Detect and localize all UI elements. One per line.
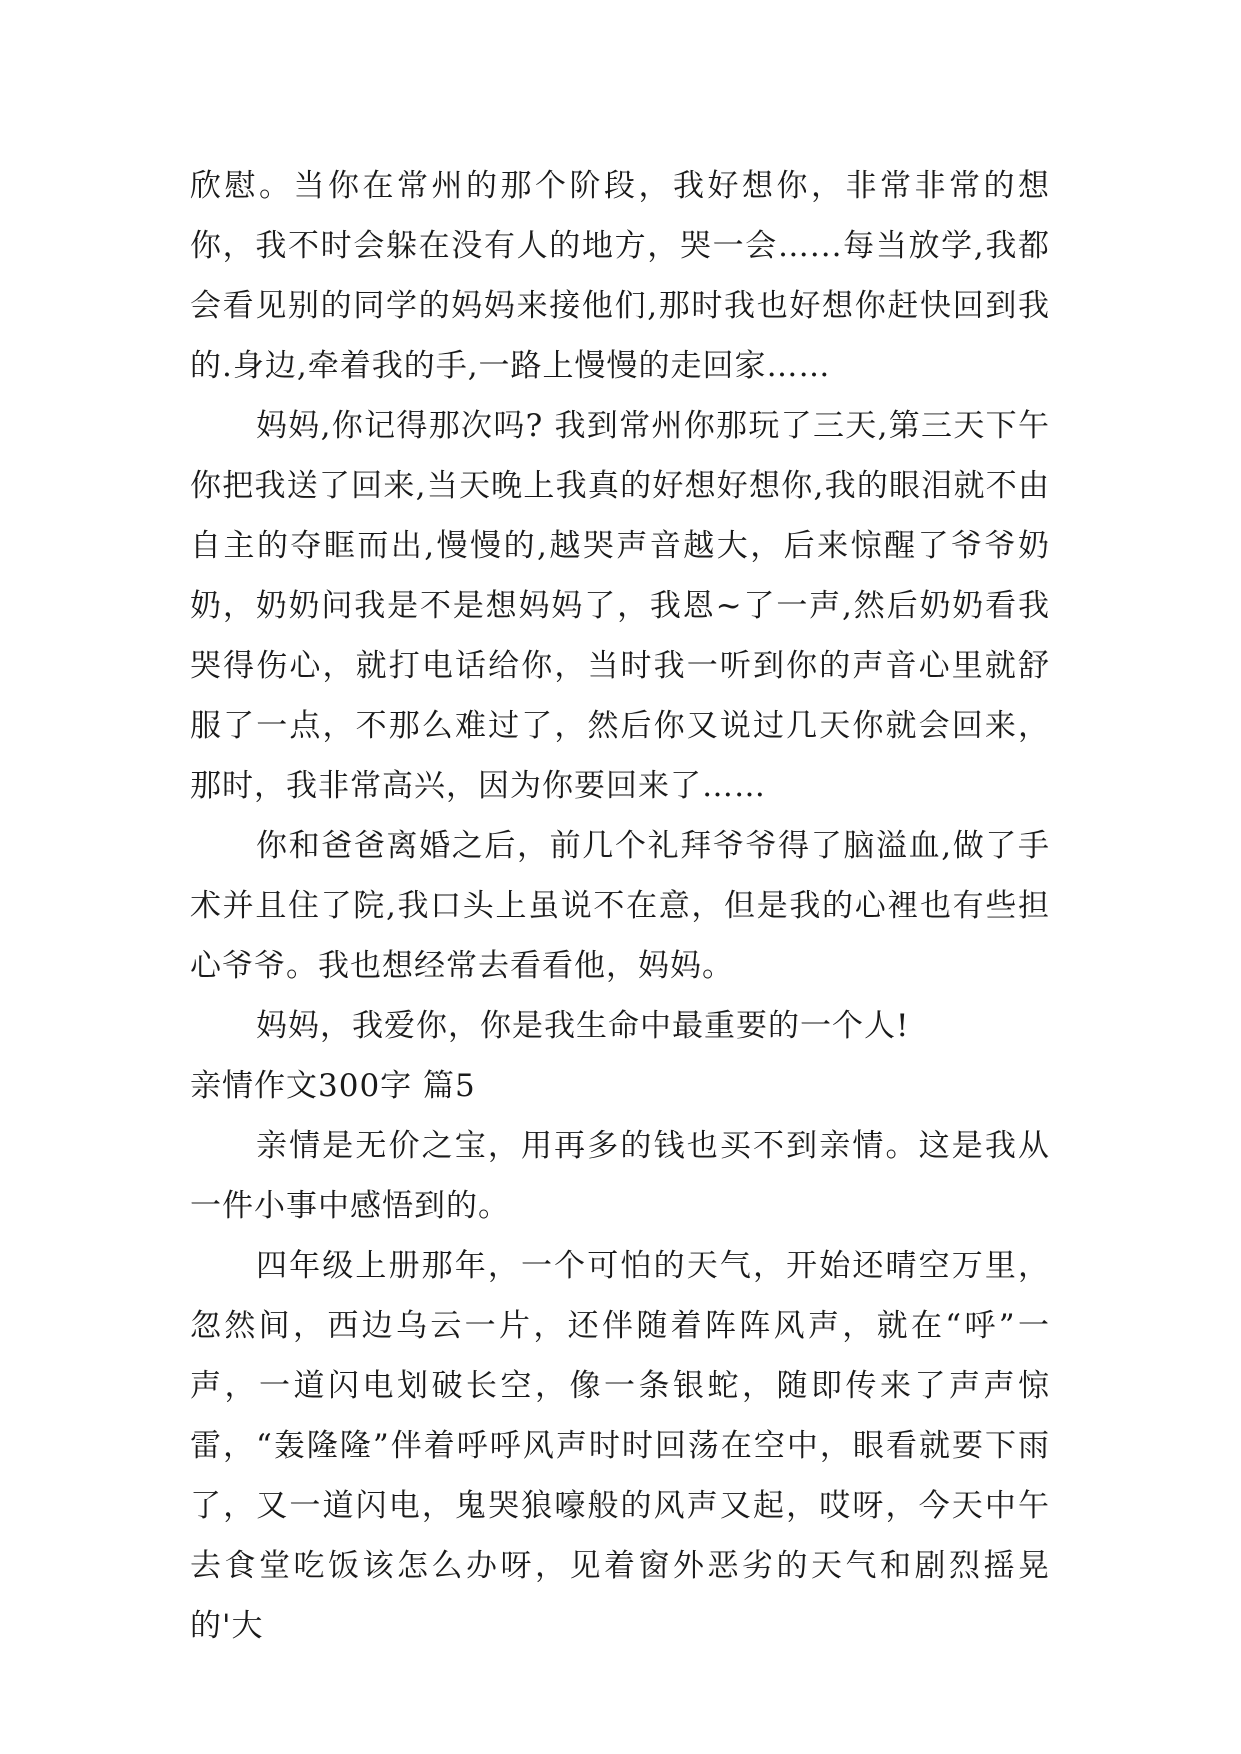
- section-heading: 亲情作文300字 篇5: [190, 1068, 476, 1104]
- paragraph-love-mom: 妈妈，我爱你，你是我生命中最重要的一个人!: [256, 1008, 910, 1044]
- document-body: [190, 156, 1050, 1656]
- paragraph-memory-changzhou: 妈妈,你记得那次吗? 我到常州你那玩了三天,第三天下午你把我送了回来,当天晚上我真的好想好想你,我的眼泪就不由自主的夺眶而出,慢慢的,越哭声音越大，后来惊醒了爷爷奶奶，奶奶问我是不是想妈妈了，我恩~了一声,然后奶奶看我哭得伤心，就打电话给你，当时我一听到你的声音心里就舒服了一点，不那么难过了，然后你又说过几天你就会回来，那时，我非常高兴，因为你要回来了……: [190, 408, 1050, 804]
- paragraph-grandfather: 你和爸爸离婚之后，前几个礼拜爷爷得了脑溢血,做了手术并且住了院,我口头上虽说不在意，但是我的心裡也有些担心爷爷。我也想经常去看看他，妈妈。: [190, 828, 1050, 984]
- paragraph-continuation: 欣慰。当你在常州的那个阶段，我好想你，非常非常的想你，我不时会躲在没有人的地方，哭一会…...每当放学,我都会看见别的同学的妈妈来接他们,那时我也好想你赶快回到我的.身边,牵着我的手,一路上慢慢的走回家……: [190, 168, 1050, 384]
- paragraph-storm: 四年级上册那年，一个可怕的天气，开始还晴空万里，忽然间，西边乌云一片，还伴随着阵阵风声，就在“呼”一声，一道闪电划破长空，像一条银蛇，随即传来了声声惊雷，“轰隆隆”伴着呼呼风声时时回荡在空中，眼看就要下雨了，又一道闪电，鬼哭狼嚎般的风声又起，哎呀，今天中午去食堂吃饭该怎么办呀，见着窗外恶劣的天气和剧烈摇晃的'大: [190, 1248, 1050, 1644]
- paragraph-family-priceless: 亲情是无价之宝，用再多的钱也买不到亲情。这是我从一件小事中感悟到的。: [190, 1128, 1050, 1224]
